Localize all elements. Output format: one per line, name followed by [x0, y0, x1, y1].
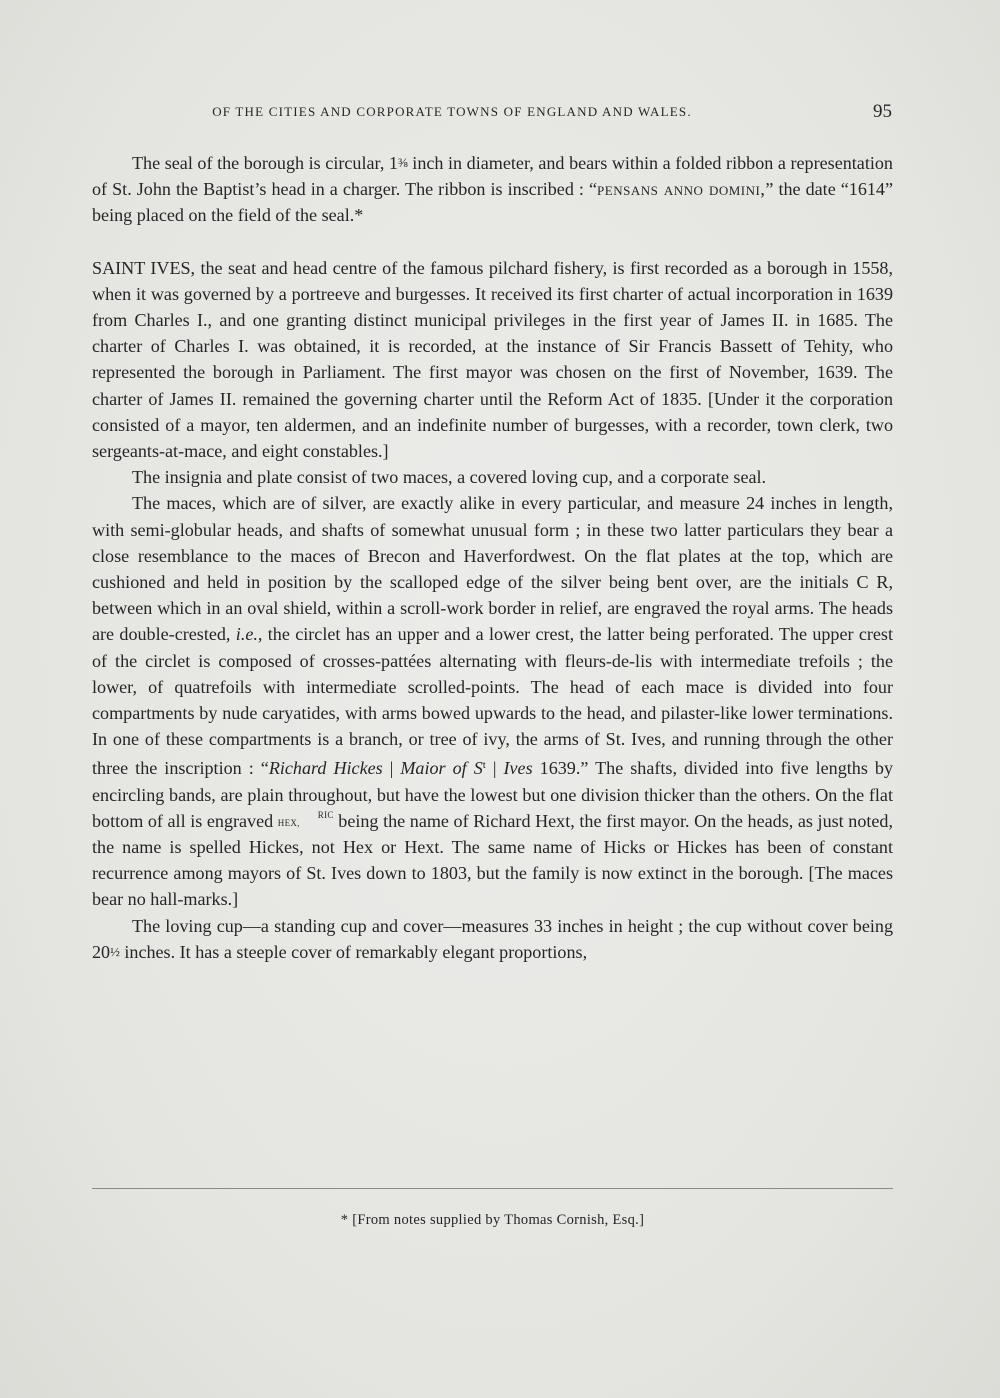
seal-text-2: inch in diameter, and bears within a folded ribbon a representation of St. John the Baptist’s head in a charger. The ribbon is inscribed : “	[92, 153, 893, 200]
cup-text-1: The loving cup—a standing cup and cover—measures 33 inches in height ; the cup without cover being 20	[92, 915, 893, 962]
maces-text-4: being the name of Richard Hext, the first mayor. On the heads, as just noted, the name is spelled Hickes, not Hex or Hext. The same name of Hicks or Hickes has been of constant recurrence among mayors of St. Ives down to 1803, but the family is now extinct in the borough. [The maces bear no hall-marks.]	[92, 810, 893, 910]
mace-inscription-superscript: t	[482, 759, 486, 772]
inscription-separator: |	[382, 758, 401, 779]
cup-text-2: inches. It has a steeple cover of remarkably elegant proportions,	[119, 941, 588, 962]
mark-bottom: HEX,	[277, 817, 300, 828]
cup-fraction: ½	[110, 943, 120, 959]
seal-text-1: The seal of the borough is circular, 1	[132, 153, 398, 173]
mark-top: RIC	[317, 809, 334, 820]
maces-text-1: The maces, which are of silver, are exactly alike in every particular, and measure 24 inches in length, with semi-globular heads, and shafts of somewhat unusual form ; in these two latter particulars they bear a close resemblance to the maces of Brecon and Haverfordwest. On the flat plates at the top, which are cushioned and held in position by the scalloped edge of the silver being bent over, are the initials C R, between which in an oval shield, within a scroll-work border in relief, are engraved the royal arms. The heads are double-crested,	[92, 493, 893, 645]
body-text	[92, 150, 893, 965]
maces-ie: i.e.,	[235, 624, 263, 645]
seal-inscription: pensans anno domini,	[597, 179, 766, 200]
maces-paragraph	[92, 490, 893, 912]
loving-cup-paragraph	[92, 913, 893, 965]
footnote: * [From notes supplied by Thomas Cornish, Esq.]	[340, 1212, 645, 1228]
st-ives-paragraph: SAINT IVES, the seat and head centre of the famous pilchard fishery, is first recorded as a borough in 1558, when it was governed by a portreeve and burgesses. It received its first charter of actual incorporation in 1639 from Charles I., and one granting distinct municipal privileges in the first year of James II. in 1685. The charter of Charles I. was obtained, it is recorded, at the instance of Sir Francis Bassett of Tehity, who represented the borough in Parliament. The first mayor was chosen on the first of November, 1639. The charter of James II. remained the governing charter until the Reform Act of 1835. [Under it the corporation consisted of a mayor, ten aldermen, and an indefinite number of burgesses, with a recorder, town clerk, two sergeants-at-mace, and eight constables.]	[92, 257, 893, 462]
insignia-paragraph: The insignia and plate consist of two maces, a covered loving cup, and a corporate seal.	[132, 467, 767, 488]
running-head	[92, 101, 892, 125]
ric-hex-mark	[278, 811, 334, 827]
running-title: OF THE CITIES AND CORPORATE TOWNS OF ENGLAND AND WALES.	[212, 104, 692, 119]
maces-text-3: 1639.” The shafts, divided into five lengths by encircling bands, are plain throughout, but have the lowest but one division thicker than the others. On the flat bottom of all is engraved	[92, 758, 894, 831]
inscription-separator: |	[485, 758, 504, 779]
mace-inscription-part-3: Ives	[503, 758, 533, 779]
seal-text-3: ” the date “1614” being placed on the field of the seal.*	[92, 179, 894, 226]
seal-fraction: ⅜	[397, 155, 408, 170]
page-number: 95	[873, 101, 892, 122]
mace-inscription-part-1: Richard Hickes	[268, 758, 383, 779]
seal-paragraph	[92, 150, 893, 229]
footnote-rule	[92, 1188, 893, 1189]
maces-text-2: the circlet has an upper and a lower crest, the latter being perforated. The upper crest of the circlet is composed of crosses-pattées alternating with fleurs-de-lis with intermediate trefoils ; the lower, of quatrefoils with intermediate scrolled-points. The head of each mace is divided into four compartments by nude caryatides, with arms bowed upwards to the head, and pilaster-like lower terminations. In one of these compartments is a branch, or tree of ivy, the arms of St. Ives, and running through the other three the inscription : “	[92, 624, 894, 779]
mace-inscription-part-2: Maior of S	[400, 758, 483, 779]
